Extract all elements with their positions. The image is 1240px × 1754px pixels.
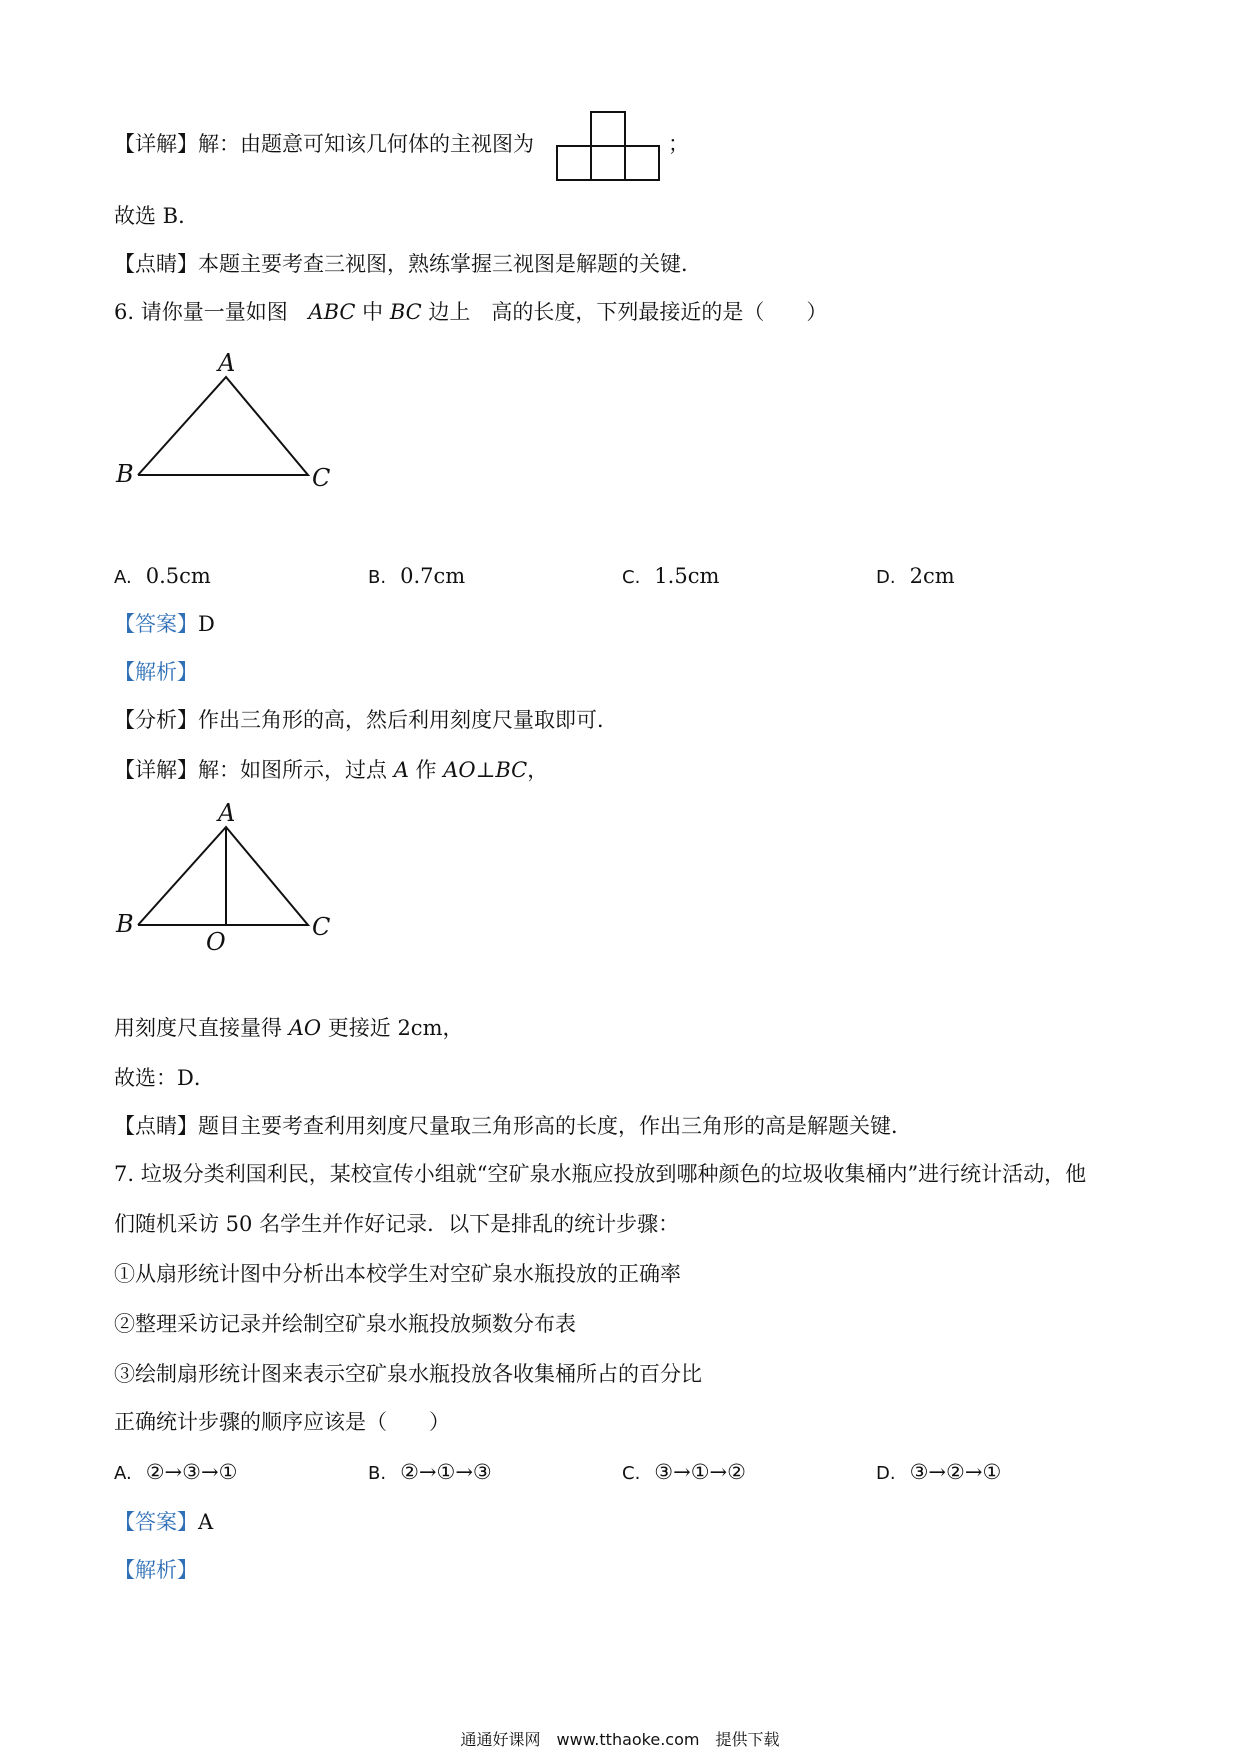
fig2-label-b: B [116,910,134,938]
q6-option-d-text: 2cm [909,564,955,588]
q6-option-c-key: C. [622,567,641,588]
q6-analysis: 【分析】作出三角形的高，然后利用刻度尺量取即可． [114,708,618,732]
q7-option-d [876,1458,1001,1488]
q7-question: 正确统计步骤的顺序应该是（ ） [114,1410,450,1434]
q7-step-1: ①从扇形统计图中分析出本校学生对空矿泉水瓶投放的正确率 [114,1262,681,1286]
q6-num: 6. 请你量一量如图 [114,300,288,324]
q6-stem [114,298,827,326]
q7-analysis-tag: 【解析】 [114,1558,198,1582]
q5-choose: 故选 B． [114,204,200,228]
q6-measure-prefix: 用刻度尺直接量得 [114,1016,282,1040]
q6-detail-end: ， [527,758,549,782]
fig2-label-a: A [218,799,236,827]
q6-option-d-key: D. [876,567,896,588]
q6-measure-ao: AO [288,1016,322,1040]
q6-detail-point-a: A [393,758,409,782]
q6-measure [114,1014,463,1042]
q5-comment: 【点睛】本题主要考查三视图，熟练掌握三视图是解题的关键． [114,252,702,276]
q7-option-b-key: B. [368,1463,387,1484]
q7-option-c-key: C. [622,1463,641,1484]
q7-line-2: 们随机采访 50 名学生并作好记录．以下是排乱的统计步骤： [114,1212,680,1236]
q6-detail-prefix: 【详解】解：如图所示，过点 [114,758,387,782]
q6-option-b [368,562,465,592]
triangle-figure-1 [108,345,348,495]
q7-answer-tag: 【答案】 [114,1510,198,1534]
q6-option-c-text: 1.5cm [654,564,720,588]
q6-detail [114,756,548,784]
q6-analysis-tag: 【解析】 [114,660,198,684]
q6-option-a [114,562,211,592]
q7-answer-value: A [198,1510,214,1534]
fig2-label-c: C [312,913,331,941]
q6-comment: 【点睛】题目主要考查利用刻度尺量取三角形高的长度，作出三角形的高是解题关键． [114,1114,912,1138]
q6-answer-value: D [198,612,215,636]
q6-choose: 故选：D． [114,1066,215,1090]
q7-option-a-text: ②→③→① [145,1460,238,1484]
q6-rest: 边上 高的长度，下列最接近的是（ ） [428,300,828,324]
fig1-label-c: C [312,464,331,492]
q7-option-b-text: ②→①→③ [400,1460,492,1484]
q6-option-b-text: 0.7cm [400,564,466,588]
fig2-label-o: O [206,928,226,955]
q6-side-name: BC [389,300,422,324]
q6-measure-rest: 更接近 2cm， [327,1016,464,1040]
q6-detail-mid: 作 [415,758,437,782]
q6-option-a-key: A. [114,567,132,588]
q6-option-b-key: B. [368,567,387,588]
triangle-figure-2 [108,795,348,955]
q6-mid: 中 [362,300,384,324]
q7-line-1: 7. 垃圾分类利国利民，某校宣传小组就“空矿泉水瓶应投放到哪种颜色的垃圾收集桶内”进行统计活动，他 [114,1162,1087,1186]
q5-detail-line [114,130,534,158]
q6-detail-relation: AO⊥BC [443,758,528,782]
q7-option-a [114,1458,237,1488]
fig1-label-b: B [116,460,134,488]
q7-answer [114,1508,213,1536]
q7-step-3: ③绘制扇形统计图来表示空矿泉水瓶投放各收集桶所占的百分比 [114,1362,702,1386]
q7-option-c-text: ③→①→② [654,1460,746,1484]
q7-option-b [368,1458,492,1488]
front-view-figure [555,110,665,185]
fig1-label-a: A [218,349,236,377]
q5-detail-suffix: ； [668,132,689,156]
q6-option-c [622,562,719,592]
q6-answer-tag: 【答案】 [114,612,198,636]
q6-answer [114,610,215,638]
q5-detail-text: 【详解】解：由题意可知该几何体的主视图为 [114,132,534,156]
page-footer: 通通好课网 www.tthaoke.com 提供下载 [460,1730,780,1749]
q7-option-d-key: D. [876,1463,896,1484]
q7-option-c [622,1458,746,1488]
q7-option-d-text: ③→②→① [909,1460,1002,1484]
q6-option-d [876,562,955,592]
q6-triangle-name: ABC [308,300,356,324]
q6-option-a-text: 0.5cm [145,564,211,588]
q7-step-2: ②整理采访记录并绘制空矿泉水瓶投放频数分布表 [114,1312,576,1336]
q7-option-a-key: A. [114,1463,132,1484]
